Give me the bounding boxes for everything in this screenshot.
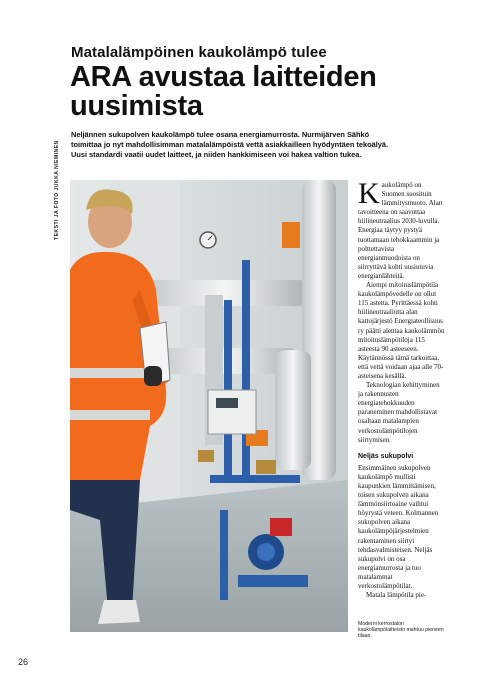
district-heating-photo [70,180,348,632]
page-number: 26 [18,657,29,667]
article-photo [70,180,348,632]
body-paragraph-4: Ensimmäinen sukupolven kaukolämpö mullisti kaupunkien lämmittämisen, toisen sukupolven aikana lämmönsiirtoaine vaihtui höyrystä veteen. Kolmannen sukupolven aikana kaukolämpöjärjestelmien rakentaminen siirtyi tehdasvalmisteisen. Neljäs sukupolvi on osa energiamurrosta ja tuo matalammat verkostolämpötilat. [358,463,439,591]
article-lead: Neljännen sukupolven kaukolämpö tulee osana energiamurrosta. Nurmijärven Sähkö toimittaa jo nyt mahdollisimman matalalämpöistä vettä asiakkailleen hyödyntäen tekoälyä. Uusi standardi vaatii uudet laitteet, ja niiden hankkimiseen voi hakea valtion tukea. [71,130,389,160]
drop-cap: K [358,177,380,210]
body-column [358,177,446,600]
article-kicker: Matalalämpöinen kaukolämpö tulee [71,44,327,61]
photo-caption: Moderni kerrostalon kaukolämpölaitteisto mahtuu pieneen tilaan. [358,621,444,640]
body-paragraph-1-text: aukolämpö on Suomen suosituin lämmitysmuoto. Alan tavoitteena on saavuttaa hiilineutraalius 2030-luvulla. Energiaa täytyy pystyä tuottamaan tehokkaammin ja polttettavista energianmuodoista on siirryttävä kohti uusiutuvia energianlähteitä. [358,181,443,280]
body-paragraph-2: Aiempi mitoituslämpötila kaukolämpövedelle on ollut 115 astetta. Pyrittäessä kohti hiilineutraaliutta alan kattojärjestö Energiateollisuus ry päätti alentaa kaukolämmön mitoituslämpötiloja 115 asteesta 90 asteeseen. Käytännössä tämä tarkoittaa, että vettä voidaan ajaa alle 70-asteisena kesällä. [358,281,445,380]
body-paragraph-3: Teknologian kehittyminen ja rakennusten energiatehokkuuden paraneminen mahdollistavat osaltaan matalampien verkostolämpötilojen siirtymisen. [358,381,440,444]
section-heading: Neljäs sukupolvi [358,452,414,460]
photo-credit [54,130,64,240]
body-paragraph-1 [358,177,446,281]
article-title: ARA avustaa laitteiden uusimista [70,61,377,122]
body-paragraph-5: Matala lämpötila pie- [366,591,427,600]
photo-credit-text: TEKSTI JA FOTO JUKKA NIEMINEN [54,140,60,240]
